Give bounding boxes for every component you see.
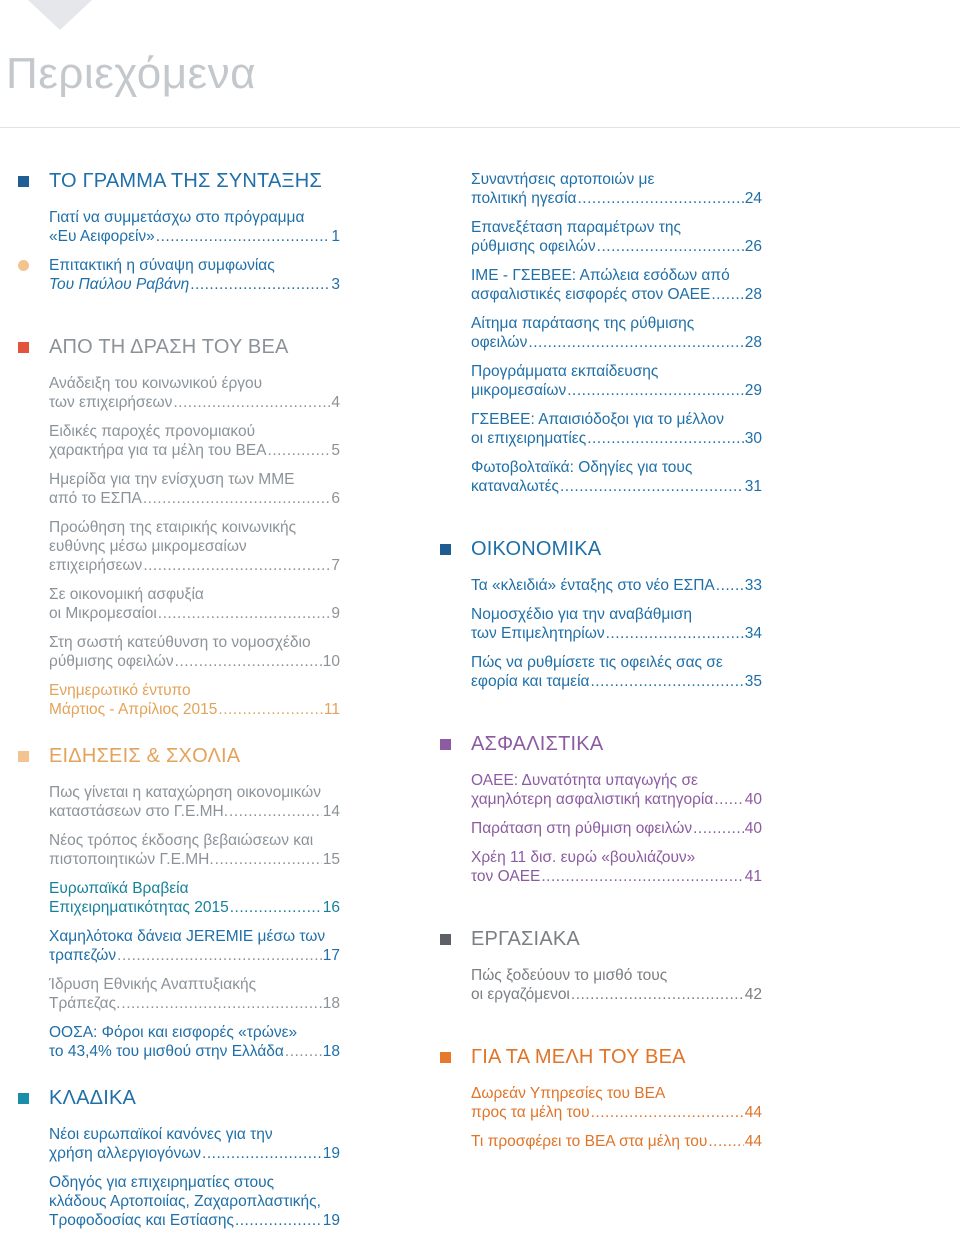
toc-entry[interactable] [49,927,340,965]
square-bullet-icon [18,176,29,187]
dot-leader [541,867,743,886]
entry-title-line: Επιτακτική η σύναψη συμφωνίας [49,257,275,274]
dot-leader [597,237,744,256]
square-bullet-icon [18,1093,29,1104]
circle-bullet-icon [18,260,29,271]
entry-title-line: ασφαλιστικές εισφορές στον ΟΑΕΕ [471,286,711,303]
page-number: 35 [744,673,762,690]
dot-leader [716,576,744,595]
entry-title-line: καταναλωτές [471,478,559,495]
entry-title-line: ΟΑΕΕ: Δυνατότητα υπαγωγής σε [471,772,698,789]
entry-title-line: Οδηγός για επιχειρηματίες στους [49,1174,275,1191]
toc-section-editorial [18,168,340,246]
dot-leader [117,946,322,965]
toc-entry[interactable] [49,585,340,623]
entry-title-line: Φωτοβολταϊκά: Οδηγίες για τους [471,459,693,476]
entry-title-line: Προγράμματα εκπαίδευσης [471,363,659,380]
entry-title-line: οι Μικρομεσαίοι [49,605,157,622]
page-number: 40 [744,791,762,808]
toc-entry[interactable] [471,819,762,838]
page-number: 31 [744,478,762,495]
entry-title-line: Πως γίνεται η καταχώρηση οικονομικών [49,784,322,801]
entry-title-line: πιστοποιητικών Γ.Ε.ΜΗ. [49,851,214,868]
entry-title-line: ρύθμισης οφειλών [471,238,596,255]
section-title: ΕΙΔΗΣΕΙΣ & ΣΧΟΛΙΑ [49,745,241,767]
dot-leader [693,819,744,838]
entry-title-line: των επιχειρήσεων [49,394,173,411]
dot-leader [158,604,331,623]
section-header [18,168,340,194]
section-header [440,731,762,757]
dot-leader [528,333,743,352]
toc-entry[interactable] [471,1132,762,1151]
dot-leader [190,275,330,294]
section-header [18,743,340,769]
entry-title-line: «Ευ Αειφορείν» [49,228,155,245]
toc-entry[interactable] [49,374,340,412]
toc-entry[interactable] [471,266,762,304]
toc-entry[interactable] [471,218,762,256]
entry-title-line: Ανάδειξη του κοινωνικού έργου [49,375,263,392]
toc-section-economics [440,536,762,691]
entry-title-line: Συναντήσεις αρτοποιών με [471,171,655,188]
section-header [18,334,340,360]
page-number: 18 [322,995,340,1012]
toc-entry[interactable] [471,771,762,809]
entry-title-line: Τράπεζας. [49,995,121,1012]
dot-leader [268,441,331,460]
dot-leader [235,1211,322,1230]
entry-title-line: Ίδρυση Εθνικής Αναπτυξιακής [49,976,257,993]
entry-title-line: Δωρεάν Υπηρεσίες του ΒΕΑ [471,1085,666,1102]
page-number: 24 [744,190,762,207]
toc-entry[interactable] [471,170,762,208]
section-title: ΑΣΦΑΛΙΣΤΙΚΑ [471,733,604,755]
toc-entry[interactable] [49,975,340,1013]
section-title: ΓΙΑ ΤΑ ΜΕΛΗ ΤΟΥ ΒΕΑ [471,1046,686,1068]
dot-leader [591,1103,744,1122]
entry-title-line: Παράταση στη ρύθμιση οφειλών [471,820,693,837]
entry-title-line: Χρέη 11 δισ. ευρώ «βουλιάζουν» [471,849,696,866]
dot-leader [143,556,330,575]
toc-entry[interactable] [471,410,762,448]
page-number: 19 [322,1212,340,1229]
entry-title-line: χαμηλότερη ασφαλιστική κατηγορία [471,791,714,808]
square-bullet-icon [18,342,29,353]
toc-section-vea-activity [18,334,340,719]
toc-section-insurance [440,731,762,886]
toc-entry[interactable] [49,831,340,869]
page-number: 5 [331,442,340,459]
entry-title-line: Ευρωπαϊκά Βραβεία [49,880,189,897]
page-number: 44 [744,1104,762,1121]
section-header [440,1044,762,1070]
page-number: 18 [322,1043,340,1060]
toc-entry[interactable] [471,576,762,595]
page-number: 17 [322,947,340,964]
entry-title-line: τον ΟΑΕΕ [471,868,541,885]
toc-entry[interactable] [471,966,762,1004]
section-title: ΕΡΓΑΣΙΑΚΑ [471,928,580,950]
toc-entry[interactable] [471,1084,762,1122]
entry-title-line: Τα «κλειδιά» ένταξης στο νέο ΕΣΠΑ [471,577,715,594]
toc-entry[interactable] [49,879,340,917]
entry-title-line: Ειδικές παροχές προνομιακού [49,423,256,440]
square-bullet-icon [440,934,451,945]
section-title: ΚΛΑΔΙΚΑ [49,1087,137,1109]
entry-title-line: ΟΟΣΑ: Φόροι και εισφορές «τρώνε» [49,1024,298,1041]
toc-entry[interactable] [49,783,340,821]
entry-title-line: μικρομεσαίων [471,382,567,399]
section-title: ΤΟ ΓΡΑΜΜΑ ΤΗΣ ΣΥΝΤΑΞΗΣ [49,170,322,192]
dot-leader [173,393,330,412]
entry-title-line: Νομοσχέδιο για την αναβάθμιση [471,606,692,623]
page-number: 10 [322,653,340,670]
entry-title-line: Επανεξέταση παραμέτρων της [471,219,682,236]
dot-leader [591,672,744,691]
page-title: Περιεχόμενα [6,49,257,98]
dot-leader [578,189,744,208]
corner-triangle-mark [28,0,92,30]
entry-title-line: Χαμηλότοκα δάνεια JEREMIE μέσω των [49,928,326,945]
entry-title-line: τραπεζών [49,947,117,964]
toc-entry[interactable] [49,1023,340,1061]
toc-entry[interactable] [49,256,340,294]
page-number: 3 [331,276,340,293]
page-number: 11 [323,701,340,718]
dot-leader [285,1042,322,1061]
dot-leader [121,994,321,1013]
entry-title-line: Επιχειρηματικότητας 2015 [49,899,229,916]
page-number: 28 [744,334,762,351]
toc-entry[interactable] [49,208,340,246]
toc-entry[interactable] [49,1125,340,1163]
toc-section-commentary [18,256,340,294]
section-header [440,926,762,952]
entry-title-line: εφορία και ταμεία [471,673,590,690]
entry-title-line: Τροφοδοσίας και Εστίασης [49,1212,234,1229]
page-number: 1 [331,228,340,245]
section-header [18,1085,340,1111]
toc-entry[interactable] [471,653,762,691]
dot-leader [156,227,331,246]
dot-leader [230,898,322,917]
page-number: 41 [744,868,762,885]
page-number: 30 [744,430,762,447]
entry-title-line: πολιτική ηγεσία [471,190,577,207]
page-number: 16 [322,899,340,916]
entry-title-line: χαρακτήρα για τα μέλη του ΒΕΑ [49,442,267,459]
entry-title-line: κλάδους Αρτοποιίας, Ζαχαροπλαστικής, [49,1193,321,1210]
square-bullet-icon [440,1052,451,1063]
entry-title-line: Αίτημα παράτασης της ρύθμισης [471,315,695,332]
toc-entry[interactable] [49,518,340,575]
page-number: 7 [331,557,340,574]
page-number: 33 [744,577,762,594]
toc-right-column [440,170,762,1161]
page-number: 9 [331,605,340,622]
dot-leader [606,624,744,643]
entry-title-line: Σε οικονομική ασφυξία [49,586,204,603]
dot-leader [175,652,322,671]
dot-leader [202,1144,322,1163]
toc-section-sectors-continued [440,170,762,496]
entry-title-line: Πώς να ρυθμίσετε τις οφειλές σας σε [471,654,723,671]
dot-leader [567,381,744,400]
toc-section-news [18,743,340,1061]
entry-title-line: των Επιμελητηρίων [471,625,605,642]
entry-title-line: οι επιχειρηματίες [471,430,587,447]
page-number: 6 [331,490,340,507]
page-number: 15 [322,851,340,868]
entry-title-line: Προώθηση της εταιρικής κοινωνικής [49,519,297,536]
page-number: 34 [744,625,762,642]
square-bullet-icon [440,544,451,555]
entry-title-line: Τι προσφέρει το ΒΕΑ στα μέλη του [471,1133,708,1150]
page-number: 40 [744,820,762,837]
section-title: ΟΙΚΟΝΟΜΙΚΑ [471,538,602,560]
toc-entry[interactable] [49,681,340,719]
entry-title-line: καταστάσεων στο Γ.Ε.ΜΗ. [49,803,229,820]
title-divider [0,127,960,128]
entry-title-line: προς τα μέλη του [471,1104,590,1121]
entry-title-line: Νέος τρόπος έκδοσης βεβαιώσεων και [49,832,314,849]
toc-entry[interactable] [471,605,762,643]
toc-section-sectors [18,1085,340,1230]
page-number: 26 [744,238,762,255]
dot-leader [711,285,743,304]
toc-entry[interactable] [49,633,340,671]
section-header [440,536,762,562]
section-title: ΑΠΟ ΤΗ ΔΡΑΣΗ ΤΟΥ ΒΕΑ [49,336,289,358]
entry-title-line: χρήση αλλεργιογόνων [49,1145,202,1162]
dot-leader [143,489,331,508]
entry-title-line: ρύθμισης οφειλών [49,653,174,670]
toc-entry[interactable] [471,848,762,886]
entry-title-line: Νέοι ευρωπαϊκοί κανόνες για την [49,1126,273,1143]
toc-entry[interactable] [49,422,340,460]
entry-title-line: Ενημερωτικό έντυπο [49,682,191,699]
dot-leader [560,477,744,496]
entry-title-line: ΙΜΕ - ΓΣΕΒΕΕ: Απώλεια εσόδων από [471,267,730,284]
page-number: 44 [744,1133,762,1150]
page-number: 14 [322,803,340,820]
entry-title-line: επιχειρήσεων [49,557,143,574]
toc-entry[interactable] [471,314,762,352]
page-number: 19 [322,1145,340,1162]
toc-entry[interactable] [471,362,762,400]
page-number: 42 [744,986,762,1003]
entry-title-line: το 43,4% του μισθού στην Ελλάδα [49,1043,284,1060]
dot-leader [229,802,322,821]
page-number: 28 [744,286,762,303]
toc-entry[interactable] [471,458,762,496]
square-bullet-icon [18,751,29,762]
toc-entry[interactable] [49,1173,340,1230]
entry-title-line: Ημερίδα για την ενίσχυση των ΜΜΕ [49,471,295,488]
dot-leader [215,850,322,869]
entry-title-line: Μάρτιος - Απρίλιος 2015 [49,701,218,718]
entry-title-line: Στη σωστή κατεύθυνση το νομοσχέδιο [49,634,311,651]
entry-title-line: Του Παύλου Ραβάνη [49,276,190,293]
dot-leader [587,429,744,448]
entry-title-line: από το ΕΣΠΑ [49,490,142,507]
page-number: 29 [744,382,762,399]
dot-leader [218,700,322,719]
entry-title-line: ΓΣΕΒΕΕ: Απαισιόδοξοι για το μέλλον [471,411,724,428]
toc-section-labour [440,926,762,1004]
toc-entry[interactable] [49,470,340,508]
dot-leader [708,1132,743,1151]
dot-leader [714,790,743,809]
toc-left-column [18,168,340,1240]
dot-leader [571,985,744,1004]
entry-title-line: Γιατί να συμμετάσχω στο πρόγραμμα [49,209,305,226]
page-number: 4 [331,394,340,411]
entry-title-line: οι εργαζόμενοι [471,986,570,1003]
square-bullet-icon [440,739,451,750]
entry-title-line: οφειλών [471,334,528,351]
entry-title-line: Πώς ξοδεύουν το μισθό τους [471,967,668,984]
toc-section-members [440,1044,762,1151]
entry-title-line: ευθύνης μέσω μικρομεσαίων [49,538,247,555]
